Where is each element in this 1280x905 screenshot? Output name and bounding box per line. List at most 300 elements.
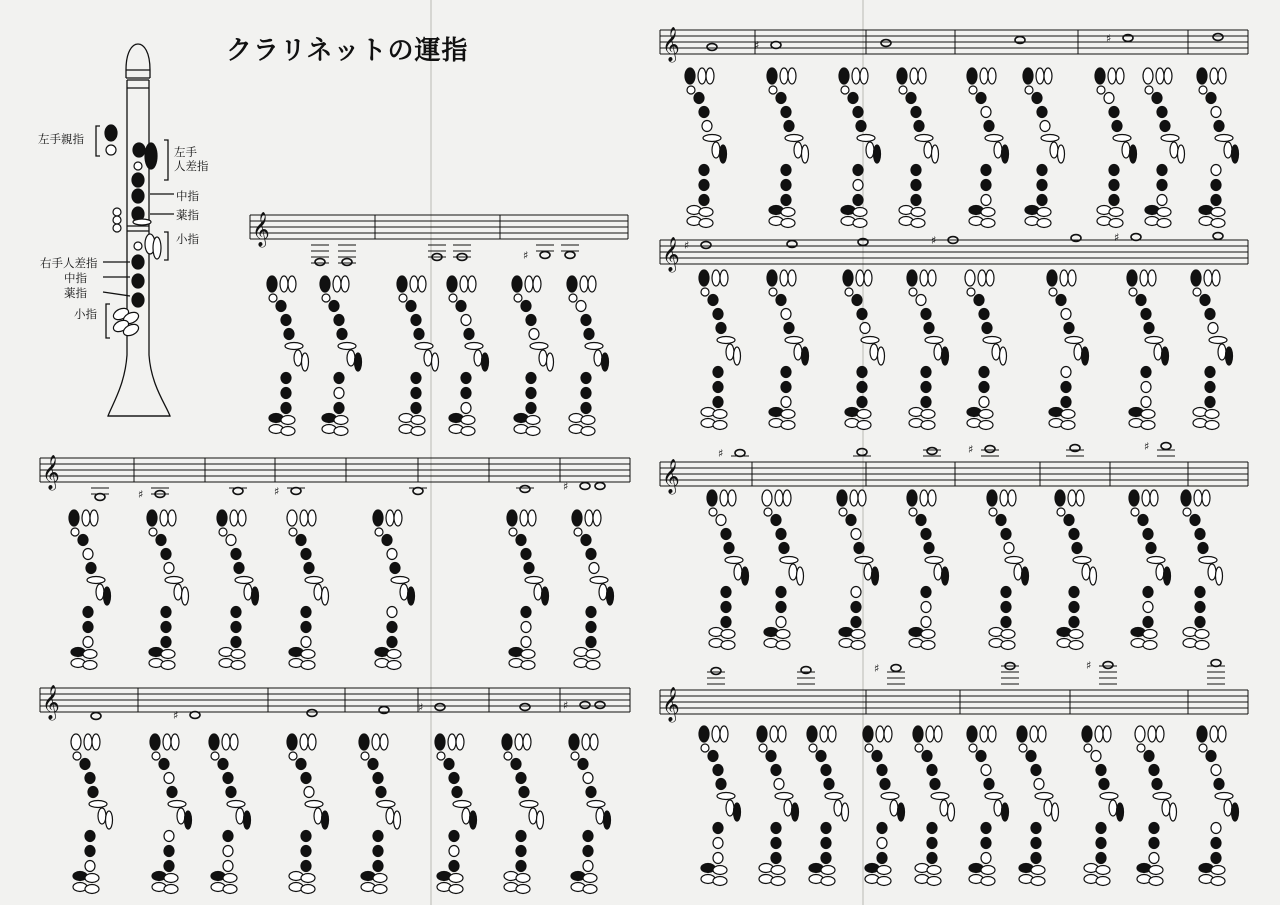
pinky-key [776,630,790,639]
thumb-hole [359,734,369,750]
tone-hole [387,607,397,618]
side-key [1117,803,1124,821]
tone-hole [284,329,294,340]
tone-hole [301,549,311,560]
side-key [934,344,942,360]
side-key [1215,135,1233,142]
side-key [453,801,471,808]
tone-hole [376,787,386,798]
thumb-ring [514,294,522,302]
tone-hole [1069,587,1079,598]
side-key [1044,68,1052,84]
tone-hole [1211,823,1221,834]
accidental: ♯ [563,699,569,712]
tone-hole [911,180,921,191]
tone-hole [164,773,174,784]
side-key [602,353,609,371]
pinky-key [927,866,941,875]
side-key [778,726,786,742]
side-key [720,145,727,163]
tone-hole [979,382,989,393]
register-key [926,726,934,742]
pinky-key [721,630,735,639]
thumb-ring [219,528,227,536]
pinky-key [853,208,867,217]
tone-hole [927,853,937,864]
tone-hole [164,563,174,574]
thumb-ring [1025,86,1033,94]
tone-hole [1031,765,1041,776]
pinky-key [83,650,97,659]
tone-hole [981,180,991,191]
tone-hole [1149,838,1159,849]
pinky-key [411,416,425,425]
side-key [288,276,296,292]
side-key [1202,490,1210,506]
pinky-key [161,650,175,659]
side-key [1116,68,1124,84]
side-key [529,808,537,824]
tone-hole [1072,543,1082,554]
side-key [1170,803,1177,821]
side-key [1065,337,1083,344]
tone-hole [721,602,731,613]
tone-hole [781,165,791,176]
thumb-ring [809,744,817,752]
pinky-key [334,427,348,436]
treble-clef: 𝄞 [662,237,680,272]
thumb-hole [150,734,160,750]
side-key [988,726,996,742]
fingering-diagram [807,726,849,886]
side-key [986,270,994,286]
tone-hole [85,846,95,857]
pinky-key [981,866,995,875]
side-key [539,350,547,366]
tone-hole [716,323,726,334]
tone-hole [161,637,171,648]
fingering-diagram [757,726,799,886]
pinky-key [781,219,795,228]
side-key [87,577,105,584]
pinky-key [449,874,463,883]
treble-clef: 𝄞 [662,459,680,494]
tone-hole [581,315,591,326]
pinky-key [411,427,425,436]
side-key [948,803,955,821]
tone-hole [334,373,344,384]
tone-hole [1069,529,1079,540]
tone-hole [521,622,531,633]
thumb-hole [685,68,695,84]
side-key [1224,142,1232,158]
tone-hole [1061,397,1071,408]
pinky-key [516,874,530,883]
side-key [394,811,401,829]
tone-hole [368,759,378,770]
side-key [794,344,802,360]
tone-hole [83,607,93,618]
thumb-hole [397,276,407,292]
side-key [547,353,554,371]
thumb-ring [915,744,923,752]
accidental: ♯ [1114,231,1120,244]
tone-hole [721,617,731,628]
tone-hole [1109,195,1119,206]
tone-hole [334,315,344,326]
tone-hole [1109,165,1119,176]
thumb-hole [287,510,297,526]
pinky-key [1211,219,1225,228]
tone-hole [1031,853,1041,864]
tone-hole [1141,382,1151,393]
tone-hole [1160,121,1170,132]
fingering-diagram [839,68,881,228]
tone-hole [1206,93,1216,104]
thumb-ring [289,752,297,760]
tone-hole [1195,602,1205,613]
tone-hole [373,846,383,857]
fingering-diagram [762,490,804,650]
tone-hole [1096,765,1106,776]
register-key [920,490,928,506]
side-key [1044,800,1052,816]
register-key [980,726,988,742]
thumb-hole [502,734,512,750]
register-key [770,726,778,742]
pinky-key [721,641,735,650]
register-key [720,490,728,506]
tone-hole [226,535,236,546]
tone-hole [776,529,786,540]
tone-hole [921,367,931,378]
tone-hole [1112,121,1122,132]
side-key [465,343,483,350]
pinky-key [1143,630,1157,639]
side-key [322,811,329,829]
pinky-key [1109,219,1123,228]
side-key [1022,567,1029,585]
tone-hole [581,373,591,384]
side-key [703,135,721,142]
tone-hole [411,403,421,414]
thumb-hole [209,734,219,750]
side-key [462,808,470,824]
label-right-middle: 中指 [64,271,87,285]
thumb-hole [512,276,522,292]
tone-hole [583,861,593,872]
side-key [934,726,942,742]
register-key [780,270,788,286]
tone-hole [304,563,314,574]
tone-hole [387,637,397,648]
pinky-key [771,877,785,886]
side-key [474,350,482,366]
treble-clef: 𝄞 [662,687,680,722]
tone-hole [223,831,233,842]
side-key [918,68,926,84]
tone-hole [1143,602,1153,613]
tone-hole [583,773,593,784]
side-key [1100,793,1118,800]
tone-hole [713,309,723,320]
side-key [794,142,802,158]
thumb-ring [1057,508,1065,516]
tone-hole [1001,587,1011,598]
side-key [802,347,809,365]
pinky-key [1141,421,1155,430]
tone-hole [1031,838,1041,849]
pinky-key [1001,630,1015,639]
tone-hole [524,563,534,574]
side-key [789,564,797,580]
side-key [706,68,714,84]
tone-hole [1149,853,1159,864]
tone-hole [159,759,169,770]
thumb-ring [969,86,977,94]
tone-hole [1109,107,1119,118]
tone-hole [724,543,734,554]
side-key [802,145,809,163]
tone-hole [857,382,867,393]
tone-hole [276,301,286,312]
thumb-ring [909,288,917,296]
pinky-key [981,877,995,886]
thumb-ring [1199,86,1207,94]
tone-hole [776,602,786,613]
thumb-hole [572,510,582,526]
thumb-ring [152,752,160,760]
label-ring: 薬指 [176,208,199,222]
side-key [994,142,1002,158]
tone-hole [583,846,593,857]
thumb-ring [1145,86,1153,94]
tone-hole [860,323,870,334]
pinky-key [1096,877,1110,886]
tone-hole [382,535,392,546]
pinky-key [461,416,475,425]
thumb-hole [967,726,977,742]
pinky-key [223,874,237,883]
tone-hole [1091,751,1101,762]
side-key [165,577,183,584]
pinky-key [921,410,935,419]
pinky-key [83,661,97,670]
side-key [1232,145,1239,163]
side-key [931,793,949,800]
side-key [925,337,943,344]
tone-hole [771,823,781,834]
tone-hole [981,838,991,849]
tone-hole [1143,587,1153,598]
side-key [400,584,408,600]
thumb-ring [989,508,997,516]
pinky-key [586,650,600,659]
side-key [1082,347,1089,365]
thumb-ring [1137,744,1145,752]
pinky-key [877,866,891,875]
fingering-diagram [1197,68,1239,228]
side-key [928,490,936,506]
register-key [582,734,590,750]
tone-hole [821,853,831,864]
tone-hole [821,823,831,834]
thumb-ring [574,528,582,536]
side-key [1076,490,1084,506]
side-key [482,353,489,371]
pinky-key [85,885,99,894]
pinky-key [981,208,995,217]
side-key [1005,557,1023,564]
side-key [881,793,899,800]
thumb-ring [1019,744,1027,752]
side-key [377,801,395,808]
fingering-diagram [502,734,544,894]
tone-hole [930,779,940,790]
accidental: ♯ [173,709,179,722]
pinky-key [853,219,867,228]
side-key [590,577,608,584]
side-key [785,337,803,344]
tone-hole [984,121,994,132]
register-key [300,510,308,526]
register-key [410,276,418,292]
tone-hole [456,301,466,312]
side-key [983,337,1001,344]
accidental: ♯ [274,485,280,498]
thumb-hole [217,510,227,526]
label-right-pinky: 小指 [74,307,97,321]
side-key [1164,567,1171,585]
fingering-diagram [267,276,309,436]
tone-hole [1031,823,1041,834]
thumb-hole [987,490,997,506]
tone-hole [461,403,471,414]
side-key [878,347,885,365]
fingering-diagram [907,490,949,650]
pinky-key [713,877,727,886]
side-key [585,343,603,350]
side-key [238,510,246,526]
side-key [355,353,362,371]
thumb-ring [322,294,330,302]
side-key [537,811,544,829]
thumb-ring [571,752,579,760]
pinky-key [911,208,925,217]
tone-hole [911,107,921,118]
thumb-ring [1129,288,1137,296]
register-key [300,734,308,750]
register-key [520,510,528,526]
side-key [305,577,323,584]
thumb-hole [569,734,579,750]
side-key [528,510,536,526]
tone-hole [1200,295,1210,306]
tone-hole [877,765,887,776]
side-key [1161,135,1179,142]
side-key [90,510,98,526]
thumb-ring [569,294,577,302]
tone-hole [1061,382,1071,393]
side-key [942,567,949,585]
thumb-ring [71,528,79,536]
pinky-key [373,885,387,894]
side-key [177,808,185,824]
thumb-hole [435,734,445,750]
pinky-key [1149,866,1163,875]
side-key [530,343,548,350]
side-key [244,584,252,600]
tone-hole [921,309,931,320]
pinky-key [857,421,871,430]
thumb-hole [839,68,849,84]
register-key [712,270,720,286]
tone-hole [851,617,861,628]
thumb-hole [147,510,157,526]
side-key [860,68,868,84]
pinky-key [1061,421,1075,430]
side-key [394,510,402,526]
thumb-ring [865,744,873,752]
tone-hole [981,165,991,176]
side-key [468,276,476,292]
tone-hole [996,515,1006,526]
pinky-key [1143,641,1157,650]
tone-hole [1211,765,1221,776]
label-middle: 中指 [176,189,199,203]
tone-hole [164,861,174,872]
thumb-ring [701,288,709,296]
tone-hole [526,373,536,384]
tone-hole [721,587,731,598]
pinky-key [521,661,535,670]
accidental: ♯ [1086,659,1092,672]
side-key [726,800,734,816]
tone-hole [846,515,856,526]
thumb-hole [967,68,977,84]
tone-hole [161,622,171,633]
tone-hole [708,295,718,306]
side-key [415,343,433,350]
thumb-hole [507,510,517,526]
tone-hole [414,329,424,340]
side-key [1147,557,1165,564]
side-key [236,808,244,824]
fingering-diagram [1095,68,1137,228]
side-key [828,726,836,742]
accidental: ♯ [1106,32,1112,45]
pinky-key [981,219,995,228]
tone-hole [781,107,791,118]
pinky-key [449,885,463,894]
thumb-hole [1197,68,1207,84]
register-key [856,270,864,286]
tone-hole [1141,397,1151,408]
side-key [1170,142,1178,158]
tone-hole [713,838,723,849]
pinky-key [1069,641,1083,650]
register-key [1140,270,1148,286]
tone-hole [781,195,791,206]
tone-hole [223,861,233,872]
thumb-ring [841,86,849,94]
thumb-ring [399,294,407,302]
fingering-diagram [447,276,489,436]
register-key [1036,68,1044,84]
pinky-key [1001,641,1015,650]
tone-hole [586,787,596,798]
pinky-key [301,885,315,894]
